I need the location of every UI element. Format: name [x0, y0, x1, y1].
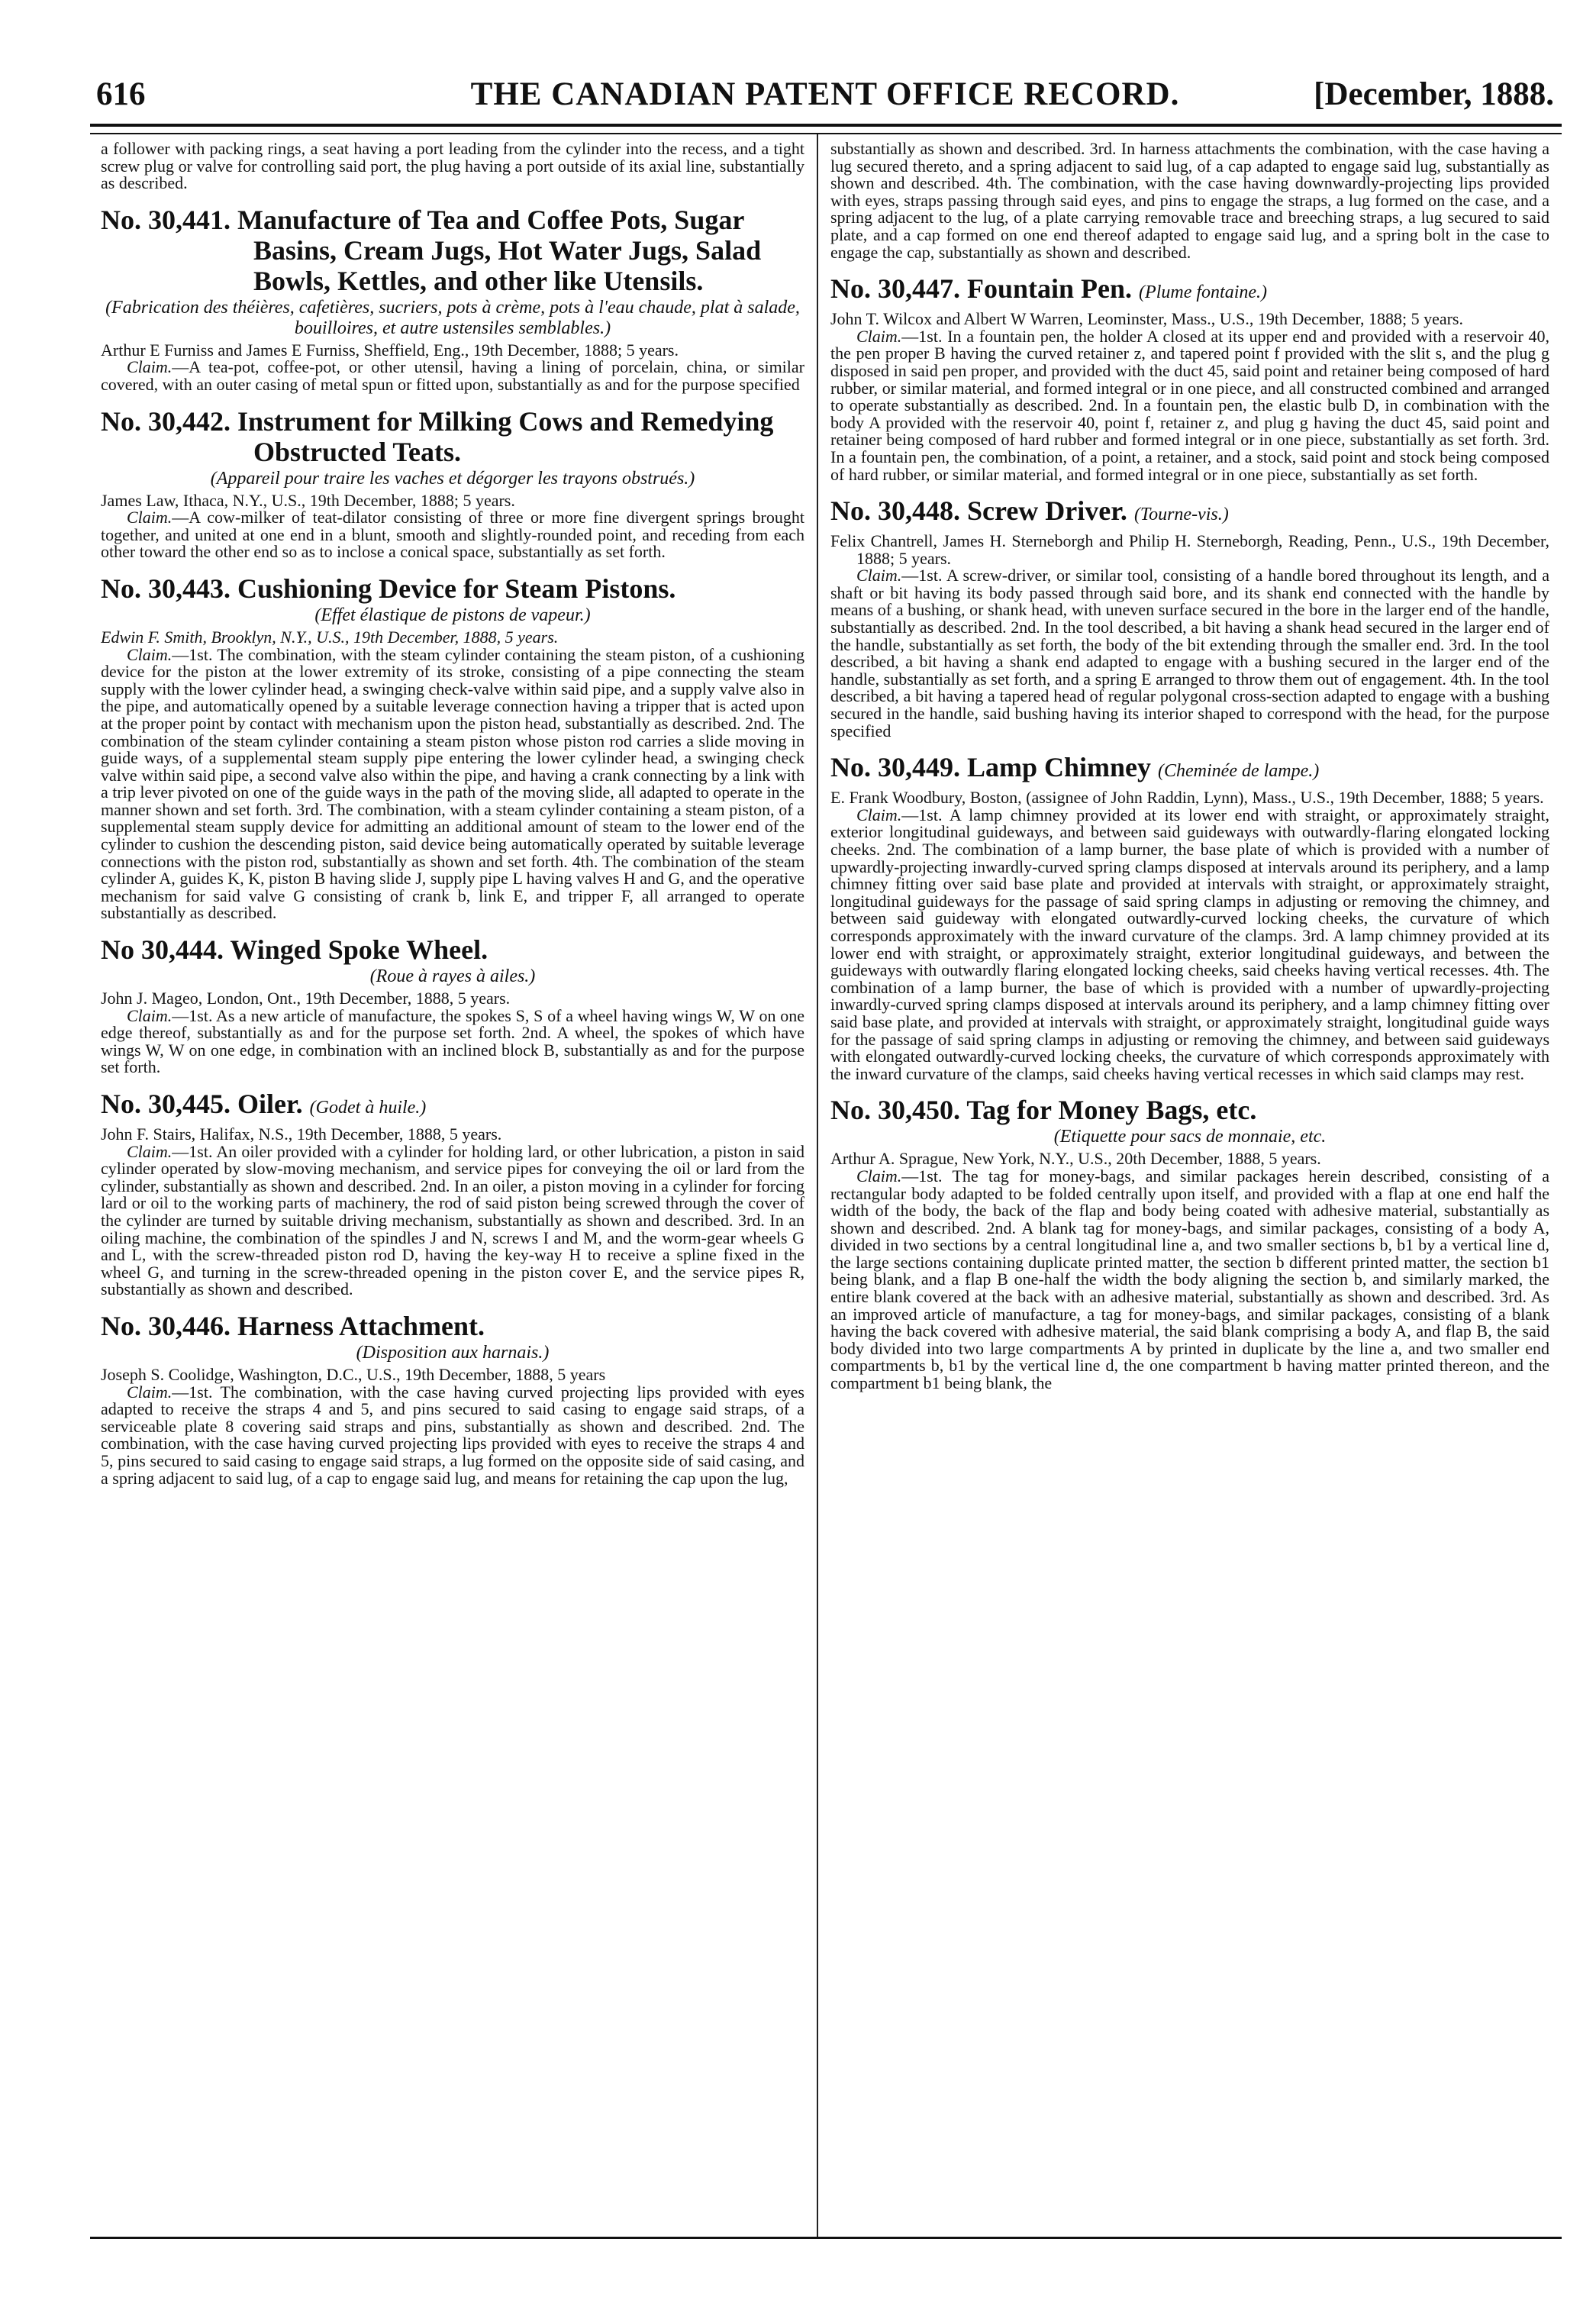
- inventor-line: Arthur A. Sprague, New York, N.Y., U.S., 20th December, 1888, 5 years.: [830, 1149, 1321, 1169]
- inventor-line: John J. Mageo, London, Ont., 19th December, 1888, 5 years.: [101, 989, 511, 1008]
- inventor-line: Arthur E Furniss and James E Furniss, Sheffield, Eng., 19th December, 1888; 5 years.: [101, 340, 679, 360]
- patent-claim: [101, 1005, 804, 1077]
- column-divider: [817, 134, 818, 2237]
- inventor-line: Joseph S. Coolidge, Washington, D.C., U.S., 19th December, 1888, 5 years: [101, 1364, 606, 1384]
- french-title: (Godet à huile.): [309, 1098, 427, 1118]
- patent-heading-30443: [101, 573, 804, 604]
- claim-text: —1st. An oiler provided with a cylinder for holding lard, or other lubrication, a piston in said cylinder operated by slow-moving mechanism, and service pipes for conveying the oil or lard from the cylinder, substantially as shown and described. 2nd. In an oiler, a piston moving in a cylinder for forcing lard or oil to the working parts of machinery, the rod of said piston being screwed through the cover of the cylinder are turned by suitable driving mechanism, substantially as shown and described. 3rd. In an oiling machine, the combination of the spindles J and N, screws I and M, and the worm-gear wheels G and L, with the screw-threaded piston rod D, having the key-way H to receive a spline fixed in the wheel G, and turning in the screw-threaded opening in the piston cover E, and the service pipes R, substantially as shown and described.: [101, 1141, 804, 1299]
- patent-number: No. 30,443.: [101, 573, 231, 604]
- french-title: (Appareil pour traire les vaches et dégorger les trayons obstrués.): [210, 468, 695, 489]
- french-title: (Tourne-vis.): [1133, 505, 1229, 525]
- patent-title: Lamp Chimney: [967, 752, 1152, 783]
- patent-claim: [101, 1141, 804, 1299]
- patent-number: No. 30,449.: [830, 752, 960, 783]
- patent-number: No. 30,445.: [101, 1089, 231, 1119]
- french-title: (Cheminée de lampe.): [1158, 761, 1320, 782]
- claim-label: Claim.: [856, 566, 902, 586]
- claim-text: —1st. The tag for money-bags, and similar packages herein described, consisting of a rectangular body adapted to be folded centrally upon itself, and provided with a flap at one end half the width of the body, the back of the flap and body being coated with adhesive material, substantially as shown and described. 2nd. A blank tag for money-bags, and similar packages, consisting of a body A, divided in two sections by a central longitudinal line a, and two smaller sections b, b1 by a vertical line d, the large sections containing duplicate printed matter, the section b different printed matter, the section b1 being blank, and a flap B one-half the width the body aligning the section b, and similarly marked, the entire blank covered at the back with an adhesive material, substantially as shown and described. 3rd. As an improved article of manufacture, a tag for money-bags, and similar packages, consisting of a blank having the back covered with adhesive material, the said blank comprising a body A, and flap B, the said body divided into two large compartments A by printed in duplicate by the line a, and two smaller end compartments b, b1 by the vertical line d, the one compartment b having matter printed thereon, and the compartment b1 being blank, the: [830, 1166, 1549, 1393]
- patent-heading-30441: [101, 205, 804, 296]
- inventor-line: E. Frank Woodbury, Boston, (assignee of John Raddin, Lynn), Mass., U.S., 19th December, 1888; 5 years.: [830, 788, 1544, 808]
- claim-text: —1st. The combination, with the case having curved projecting lips provided with eyes adapted to receive the straps 4 and 5, and pins secured to said casing to engage said straps, of a serviceable plate 8 covering said straps and pins, substantially as shown and described. 2nd. The combination, with the case having curved projecting lips provided with eyes to receive the straps 4 and 5, pins secured to said casing to engage said straps, a lug formed on the opposite side of said casing, and a spring adjacent to said lug, of a cap to engage said lug, and means for retaining the cap upon the lug,: [101, 1382, 804, 1488]
- patent-title: Fountain Pen.: [967, 273, 1133, 305]
- patent-heading-30446: [101, 1311, 804, 1341]
- french-title: (Effet élastique de pistons de vapeur.): [314, 605, 591, 625]
- patent-title: Manufacture of Tea and Coffee Pots, Sugar Basins, Cream Jugs, Hot Water Jugs, Salad Bowls, Kettles, and other like Utensils.: [237, 204, 762, 296]
- claim-text: —1st. The combination, with the steam cylinder containing the steam piston, of a cushioning device for the piston at the lower extremity of its stroke, consisting of a pipe connecting the steam supply with the lower cylinder head, a swinging check-valve within said pipe, and a supply valve also in the pipe, and automatically opened by a suitable leverage connection having a tripper that is acted upon at the proper point by contact with mechanism upon the piston head, substantially as described. 2nd. The combination of the steam cylinder containing a steam piston whose piston rod carries a slide moving in guide ways, of a supplemental steam supply pipe entering the lower cylinder head, a swinging check valve within said pipe, a second valve also within the pipe, and having a crank connecting by a link with a trip lever pivoted on one of the guide ways in the path of the moving slide, all adapted to operate in the manner shown and set forth. 3rd. The combination, with a steam cylinder containing a steam piston, of a supplemental steam supply device for admitting an additional amount of steam to the lower end of the cylinder to cushion the descending piston, said device being automatically operated by suitable leverage connections with the piston rod, substantially as shown and set forth. 4th. The combination of the steam cylinder A, guides K, K, piston B having slide J, supply pipe L having valves H and G, and the operative mechanism for said valve G consisting of crank b, link E, and tripper F, all arranged to operate substantially as described.: [101, 644, 804, 923]
- french-title: (Etiquette pour sacs de monnaie, etc.: [1053, 1127, 1327, 1147]
- publication-title: THE CANADIAN PATENT OFFICE RECORD.: [470, 76, 1180, 112]
- patent-number: No. 30,441.: [101, 204, 231, 235]
- claim-label: Claim.: [127, 1005, 172, 1025]
- claim-text: —1st. In a fountain pen, the holder A closed at its upper end and provided with a reservoir 40, the pen proper B having the curved retainer z, and tapered point f provided with the slit s, and the plug g disposed in said pen proper, and provided with the duct 45, said point and retainer being composed of hard rubber, or similar material, and formed integral or in one piece, and all constructed combined and arranged to operate substantially as described. 2nd. In a fountain pen, the elastic bulb D, in combination with the body A provided with the reservoir 40, point f, retainer z, and plug g having the duct 45, said point and retainer being composed of hard rubber and formed integral or in one piece, substantially as set forth. 3rd. In a fountain pen, the combination, of a point, a retainer, and a stock, said point and stock being composed of hard rubber, or similar material, and formed integral or in one piece, substantially as set forth.: [830, 326, 1549, 484]
- patent-number: No. 30,450.: [830, 1095, 960, 1126]
- patent-claim: [830, 328, 1549, 483]
- french-title: (Disposition aux harnais.): [356, 1342, 550, 1363]
- patent-number: No. 30,442.: [101, 405, 231, 437]
- french-title: (Plume fontaine.): [1139, 282, 1267, 303]
- claim-text: —1st. As a new article of manufacture, the spokes S, S of a wheel having wings W, W on one edge thereof, substantially as and for the purpose set forth. 2nd. A wheel, the spokes of which have wings W, W on one edge, in combination with an inclined block B, substantially as and for the purpose set forth.: [101, 1005, 804, 1077]
- patent-number: No. 30,447.: [830, 273, 960, 305]
- patent-heading-30447: [830, 273, 1549, 308]
- patent-claim: [101, 1384, 804, 1488]
- claim-text: —A cow-milker of teat-dilator consisting of three or more fine divergent springs brought together, and united at one end in a blunt, smooth and slightly-rounded point, and receding from each other toward the other end so as to inclose a conical space, substantially as set forth.: [101, 508, 804, 562]
- patent-title: Screw Driver.: [967, 495, 1127, 527]
- inventor-line: James Law, Ithaca, N.Y., U.S., 19th December, 1888; 5 years.: [101, 490, 515, 510]
- continued-text: substantially as shown and described. 3rd. In harness attachments the combination, with the case having a lug secured thereto, and a spring adjacent to said lug, of a cap adapted to engage said lug, substantially as shown and described. 4th. The combination, with the case having downwardly-projecting lips provided with eyes, straps passing through said eyes, and pins to engage the straps, a lug formed on the case, and a spring adjacent to the lug, of a plate carrying removable trace and breeching straps, a lug secured to said plate, and a cap formed on one end thereof adapted to engage said lug, and a spring bolt in the case to engage the cap, substantially as shown and described.: [830, 140, 1549, 262]
- inventor-line: Edwin F. Smith, Brooklyn, N.Y., U.S., 19th December, 1888, 5 years.: [101, 627, 559, 647]
- patent-heading-30449: [830, 752, 1549, 786]
- patent-heading-30450: [830, 1095, 1549, 1125]
- patent-title: Tag for Money Bags, etc.: [966, 1095, 1257, 1126]
- patent-number: No. 30,448.: [830, 495, 960, 527]
- patent-title: Instrument for Milking Cows and Remedying Obstructed Teats.: [237, 405, 774, 467]
- page-number: 616: [96, 76, 146, 112]
- patent-claim: [830, 567, 1549, 740]
- claim-label: Claim.: [127, 357, 172, 377]
- page-header: [96, 73, 1554, 116]
- claim-label: Claim.: [856, 326, 902, 346]
- patent-claim: [101, 644, 804, 923]
- claim-label: Claim.: [127, 644, 172, 664]
- claim-label: Claim.: [856, 805, 902, 824]
- footer-rule: [90, 2237, 1562, 2239]
- issue-date: [December, 1888.: [1314, 76, 1554, 112]
- patent-heading-30442: [101, 406, 804, 467]
- patent-title: Cushioning Device for Steam Pistons.: [237, 573, 676, 604]
- claim-label: Claim.: [127, 1382, 172, 1402]
- inventor-line: John F. Stairs, Halifax, N.S., 19th December, 1888, 5 years.: [101, 1124, 502, 1144]
- patent-heading-30445: [101, 1089, 804, 1123]
- patent-claim: [101, 359, 804, 393]
- patent-title: Harness Attachment.: [237, 1310, 485, 1341]
- claim-text: —A tea-pot, coffee-pot, or other utensil, having a lining of porcelain, china, or similar covered, with an outer casing of metal spun or fitted upon, substantially as and for the purpose specified: [101, 357, 804, 394]
- french-title: (Roue à rayes à ailes.): [369, 966, 536, 987]
- french-title: (Fabrication des théières, cafetières, sucriers, pots à crème, pots à l'eau chaude, plat à salade, bouilloires, et autre ustensiles semblables.): [105, 297, 800, 338]
- right-column: [830, 140, 1549, 2232]
- patent-heading-30448: [830, 495, 1549, 530]
- claim-label: Claim.: [856, 1166, 902, 1186]
- patent-title: Oiler.: [237, 1089, 303, 1119]
- patent-claim: [830, 1168, 1549, 1392]
- claim-label: Claim.: [127, 1141, 172, 1161]
- patent-heading-30444: [101, 934, 804, 965]
- inventor-line: John T. Wilcox and Albert W Warren, Leominster, Mass., U.S., 19th December, 1888; 5 years.: [830, 309, 1463, 329]
- inventor-line: Felix Chantrell, James H. Sterneborgh and Philip H. Sterneborgh, Reading, Penn., U.S., 19th December, 1888; 5 years.: [830, 531, 1549, 568]
- patent-number: No 30,444.: [101, 934, 224, 966]
- claim-label: Claim.: [127, 508, 172, 527]
- patent-title: Winged Spoke Wheel.: [230, 934, 488, 966]
- patent-claim: [101, 509, 804, 561]
- patent-claim: [830, 807, 1549, 1083]
- claim-text: —1st. A screw-driver, or similar tool, consisting of a handle bored throughout its length, and a shaft or bit having its body passed through said bore, and its shank end connected with the handle by means of a bushing, or shank head, with uneven surface secured in the bore in the larger end of the handle, substantially as described. 2nd. In the tool described, a bit having a shank head secured in the larger end of the handle, substantially as set forth, the body of the bit extending through the smaller end. 3rd. In the tool described, a bit having a shank end adapted to engage with a bushing secured in the larger end of the handle, substantially as set forth, and a spring E arranged to throw them out of engagement. 4th. In the tool described, a bit having a tapered head of regular polygonal cross-section adapted to engage with a bushing secured in the handle, said bushing having its interior shaped to correspond with the head, for the purpose specified: [830, 566, 1549, 740]
- patent-number: No. 30,446.: [101, 1310, 231, 1341]
- continued-text: a follower with packing rings, a seat having a port leading from the cylinder into the recess, and a tight screw plug or valve for controlling said port, the plug having a port outside of its axial line, substantially as described.: [101, 140, 804, 193]
- claim-text: —1st. A lamp chimney provided at its lower end with straight, or approximately straight, exterior longitudinal guideways, and between said guideways with outwardly-flaring elongated locking cheeks. 2nd. The combination of a lamp burner, the base plate of which is provided with a number of upwardly-projecting inwardly-curved spring clamps disposed at intervals around its periphery, and a lamp chimney fitting over said base plate and provided at intervals with straight, or approximately straight, longitudinal guideways for the passage of said spring clamps in adjusting or removing the chimney, and between said guideway with elongated outwardly-curved locking cheeks, the curvature of which corresponds approximately with the inward curvature of the clamps. 3rd. A lamp chimney provided at its lower end with straight, or approximately straight, exterior longitudinal guideways, and between the guideways with outwardly flaring elongated locking cheeks, said cheeks having vertical recesses. 4th. The combination of a lamp burner, the base of which is provided with a number of upwardly-projecting inwardly-curved spring clamps disposed at intervals around its periphery, and a lamp chimney fitting over said base plate, and provided at intervals with straight, or approximately straight, longitudinal guide ways for the passage of said spring clamps in adjusting or removing the chimney, and between said guideways with elongated outwardly-curved locking cheeks, the curvature of which corresponds approximately with the inward curvature of the clamps, said cheeks having vertical recesses in which said clamps may rest.: [830, 805, 1549, 1083]
- left-column: [101, 140, 804, 2232]
- header-rule: [90, 124, 1562, 127]
- header-rule-thin: [90, 133, 1562, 134]
